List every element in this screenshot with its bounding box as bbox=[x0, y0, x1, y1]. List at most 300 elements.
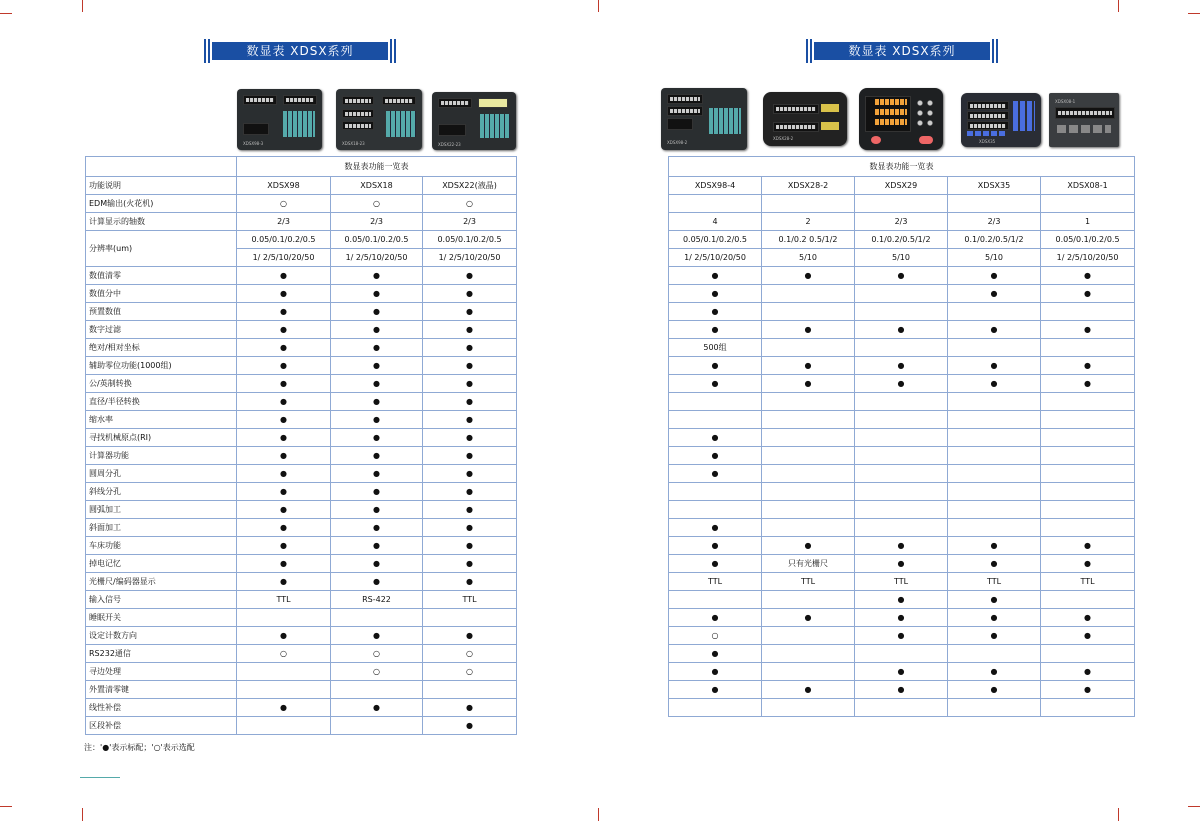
cell: ○ bbox=[237, 195, 331, 213]
cell bbox=[948, 339, 1041, 357]
row-label: 数字过滤 bbox=[86, 321, 237, 339]
cell: 1/ 2/5/10/20/50 bbox=[423, 249, 517, 267]
right-banner bbox=[814, 42, 990, 60]
cell: ● bbox=[669, 447, 762, 465]
cell: ● bbox=[855, 267, 948, 285]
crop-mark bbox=[0, 13, 12, 14]
cell: ● bbox=[331, 393, 423, 411]
model-name: XDSX28-2 bbox=[762, 177, 855, 195]
cell: ● bbox=[331, 321, 423, 339]
cell: 5/10 bbox=[855, 249, 948, 267]
cell: ● bbox=[669, 267, 762, 285]
cell: ● bbox=[331, 447, 423, 465]
cell: ● bbox=[331, 339, 423, 357]
device-label: XDSX35 bbox=[979, 139, 996, 144]
cell: 2/3 bbox=[423, 213, 517, 231]
cell bbox=[762, 411, 855, 429]
cell bbox=[948, 483, 1041, 501]
cell: ● bbox=[762, 537, 855, 555]
cell: ● bbox=[855, 537, 948, 555]
cell bbox=[948, 699, 1041, 717]
cell: ● bbox=[1041, 267, 1135, 285]
row-label: 线性补偿 bbox=[86, 699, 237, 717]
device-image-xdsx29 bbox=[859, 88, 943, 150]
cell bbox=[1041, 447, 1135, 465]
cell: 0.05/0.1/0.2/0.5 bbox=[423, 231, 517, 249]
device-image-xdsx22 bbox=[432, 92, 516, 150]
row-label: 车床功能 bbox=[86, 537, 237, 555]
cell: ● bbox=[331, 699, 423, 717]
cell: 5/10 bbox=[948, 249, 1041, 267]
cell: ● bbox=[948, 537, 1041, 555]
cell: ● bbox=[948, 591, 1041, 609]
cell bbox=[762, 483, 855, 501]
cell: ● bbox=[331, 465, 423, 483]
row-label: 计算器功能 bbox=[86, 447, 237, 465]
right-feature-table bbox=[668, 156, 1135, 717]
cell bbox=[1041, 195, 1135, 213]
right-table-title: 数显表功能一览表 bbox=[669, 157, 1135, 177]
model-name: XDSX08-1 bbox=[1041, 177, 1135, 195]
cell bbox=[1041, 591, 1135, 609]
cell: ● bbox=[669, 321, 762, 339]
cell: ● bbox=[948, 681, 1041, 699]
model-name: XDSX98-4 bbox=[669, 177, 762, 195]
row-label: 功能说明 bbox=[86, 177, 237, 195]
cell: ● bbox=[1041, 357, 1135, 375]
cell: TTL bbox=[855, 573, 948, 591]
crop-mark bbox=[1118, 808, 1119, 821]
cell bbox=[1041, 465, 1135, 483]
cell bbox=[331, 681, 423, 699]
cell: 0.1/0.2/0.5/1/2 bbox=[855, 231, 948, 249]
cell bbox=[762, 195, 855, 213]
cell: ● bbox=[855, 555, 948, 573]
cell bbox=[855, 483, 948, 501]
model-name: XDSX18 bbox=[331, 177, 423, 195]
cell bbox=[948, 501, 1041, 519]
device-image-xdsx18 bbox=[336, 89, 422, 150]
cell: ● bbox=[237, 303, 331, 321]
cell: ● bbox=[1041, 537, 1135, 555]
cell bbox=[762, 339, 855, 357]
cell: TTL bbox=[423, 591, 517, 609]
cell: ● bbox=[423, 393, 517, 411]
cell: ● bbox=[423, 411, 517, 429]
cell: ● bbox=[669, 609, 762, 627]
device-label: XDSX18-23 bbox=[342, 141, 365, 146]
cell: ○ bbox=[237, 645, 331, 663]
cell bbox=[948, 519, 1041, 537]
cell: ● bbox=[423, 285, 517, 303]
cell: ● bbox=[669, 285, 762, 303]
cell: ● bbox=[855, 681, 948, 699]
cell: 0.1/0.2/0.5/1/2 bbox=[948, 231, 1041, 249]
row-label: 辅助零位功能(1000组) bbox=[86, 357, 237, 375]
cell bbox=[762, 645, 855, 663]
cell: ● bbox=[423, 447, 517, 465]
cell: ● bbox=[237, 393, 331, 411]
cell bbox=[948, 645, 1041, 663]
cell: ● bbox=[331, 573, 423, 591]
cell: ● bbox=[423, 717, 517, 735]
cell: 1 bbox=[1041, 213, 1135, 231]
cell: ● bbox=[423, 627, 517, 645]
cell: ● bbox=[331, 483, 423, 501]
cell: 2/3 bbox=[855, 213, 948, 231]
cell: 1/ 2/5/10/20/50 bbox=[237, 249, 331, 267]
cell: ● bbox=[237, 699, 331, 717]
cell: ● bbox=[237, 483, 331, 501]
cell: ● bbox=[762, 267, 855, 285]
cell: ● bbox=[669, 537, 762, 555]
cell: 2/3 bbox=[948, 213, 1041, 231]
row-label: 光栅尺/编码器显示 bbox=[86, 573, 237, 591]
cell bbox=[855, 699, 948, 717]
cell bbox=[762, 447, 855, 465]
cell bbox=[1041, 339, 1135, 357]
cell: ● bbox=[1041, 285, 1135, 303]
cell bbox=[855, 393, 948, 411]
cell bbox=[237, 717, 331, 735]
device-label: XDSX98-3 bbox=[243, 141, 264, 146]
cell bbox=[423, 609, 517, 627]
left-banner-title: 数显表 XDSX系列 bbox=[246, 44, 354, 58]
cell bbox=[1041, 483, 1135, 501]
cell: 2/3 bbox=[237, 213, 331, 231]
cell: TTL bbox=[1041, 573, 1135, 591]
crop-mark bbox=[0, 806, 12, 807]
cell: ● bbox=[669, 519, 762, 537]
cell bbox=[1041, 429, 1135, 447]
cell: ● bbox=[762, 375, 855, 393]
device-label: XDSX22-23 bbox=[438, 142, 461, 147]
cell: ● bbox=[1041, 375, 1135, 393]
row-label: 掉电记忆 bbox=[86, 555, 237, 573]
cell bbox=[423, 681, 517, 699]
cell: ● bbox=[1041, 321, 1135, 339]
cell: ● bbox=[237, 627, 331, 645]
cell bbox=[762, 501, 855, 519]
cell: ● bbox=[331, 501, 423, 519]
cell: ● bbox=[948, 663, 1041, 681]
cell: 2/3 bbox=[331, 213, 423, 231]
cell: 0.05/0.1/0.2/0.5 bbox=[669, 231, 762, 249]
cell: 0.05/0.1/0.2/0.5 bbox=[1041, 231, 1135, 249]
cell: ○ bbox=[423, 195, 517, 213]
cell: ● bbox=[423, 267, 517, 285]
cell bbox=[669, 483, 762, 501]
cell bbox=[762, 285, 855, 303]
cell: ● bbox=[237, 429, 331, 447]
cell: ● bbox=[331, 519, 423, 537]
cell: 0.05/0.1/0.2/0.5 bbox=[331, 231, 423, 249]
row-label: 圆周分孔 bbox=[86, 465, 237, 483]
cell: 只有光栅尺 bbox=[762, 555, 855, 573]
device-image-xdsx35 bbox=[961, 93, 1041, 147]
row-label: 睡眠开关 bbox=[86, 609, 237, 627]
cell bbox=[237, 609, 331, 627]
cell bbox=[762, 591, 855, 609]
cell: ● bbox=[669, 303, 762, 321]
model-name: XDSX29 bbox=[855, 177, 948, 195]
cell: ● bbox=[331, 267, 423, 285]
cell: ● bbox=[331, 627, 423, 645]
cell: ● bbox=[1041, 609, 1135, 627]
cell bbox=[669, 195, 762, 213]
cell bbox=[762, 699, 855, 717]
cell bbox=[855, 501, 948, 519]
cell: ● bbox=[331, 303, 423, 321]
device-label: XDSX08-1 bbox=[1055, 99, 1076, 104]
row-label: 分辨率(um) bbox=[86, 231, 237, 267]
device-image-xdsx98 bbox=[237, 89, 322, 150]
cell: 4 bbox=[669, 213, 762, 231]
row-label: 预置数值 bbox=[86, 303, 237, 321]
model-name: XDSX98 bbox=[237, 177, 331, 195]
cell bbox=[948, 393, 1041, 411]
cell: 5/10 bbox=[762, 249, 855, 267]
row-label: 设定计数方向 bbox=[86, 627, 237, 645]
cell bbox=[762, 393, 855, 411]
cell: ● bbox=[331, 357, 423, 375]
cell: ● bbox=[1041, 627, 1135, 645]
cell: ● bbox=[331, 285, 423, 303]
cell: ● bbox=[423, 357, 517, 375]
cell: ● bbox=[237, 519, 331, 537]
cell: ● bbox=[423, 321, 517, 339]
cell bbox=[855, 339, 948, 357]
cell: ● bbox=[331, 429, 423, 447]
cell: ● bbox=[423, 375, 517, 393]
cell: ● bbox=[237, 375, 331, 393]
cell: ● bbox=[948, 285, 1041, 303]
cell bbox=[331, 717, 423, 735]
cell bbox=[237, 681, 331, 699]
cell bbox=[855, 285, 948, 303]
left-table-title: 数显表功能一览表 bbox=[237, 157, 517, 177]
cell: ● bbox=[423, 519, 517, 537]
cell bbox=[855, 447, 948, 465]
cell: ● bbox=[669, 429, 762, 447]
crop-mark bbox=[1118, 0, 1119, 12]
cell: RS-422 bbox=[331, 591, 423, 609]
row-label: 寻找机械原点(RI) bbox=[86, 429, 237, 447]
cell: ○ bbox=[331, 645, 423, 663]
cell: ● bbox=[423, 465, 517, 483]
cell: ○ bbox=[423, 663, 517, 681]
cell: ● bbox=[948, 321, 1041, 339]
model-name: XDSX35 bbox=[948, 177, 1041, 195]
row-label: 输入信号 bbox=[86, 591, 237, 609]
cell bbox=[1041, 519, 1135, 537]
cell: ● bbox=[423, 699, 517, 717]
cell bbox=[948, 465, 1041, 483]
cell: ● bbox=[331, 375, 423, 393]
right-banner-title: 数显表 XDSX系列 bbox=[848, 44, 956, 58]
cell: ● bbox=[762, 681, 855, 699]
cell: ● bbox=[669, 357, 762, 375]
cell: ● bbox=[669, 465, 762, 483]
cell: 0.1/0.2 0.5/1/2 bbox=[762, 231, 855, 249]
crop-mark bbox=[1188, 806, 1200, 807]
cell: TTL bbox=[948, 573, 1041, 591]
cell: ● bbox=[423, 537, 517, 555]
cell bbox=[1041, 699, 1135, 717]
cell: ● bbox=[237, 447, 331, 465]
row-label: 斜面加工 bbox=[86, 519, 237, 537]
device-label: XDSX28-2 bbox=[773, 136, 794, 141]
cell: ○ bbox=[423, 645, 517, 663]
cell: ● bbox=[948, 267, 1041, 285]
cell: 2 bbox=[762, 213, 855, 231]
cell bbox=[855, 645, 948, 663]
cell: ● bbox=[237, 465, 331, 483]
cell bbox=[948, 447, 1041, 465]
cell: ● bbox=[237, 573, 331, 591]
cell: ● bbox=[423, 429, 517, 447]
legend-note: 注：'●'表示标配；'○'表示选配 bbox=[84, 743, 195, 752]
cell: ● bbox=[423, 303, 517, 321]
cell: ● bbox=[331, 555, 423, 573]
row-label: 斜线分孔 bbox=[86, 483, 237, 501]
cell: ○ bbox=[669, 627, 762, 645]
cell bbox=[855, 411, 948, 429]
cell bbox=[331, 609, 423, 627]
cell bbox=[762, 465, 855, 483]
cell: ● bbox=[423, 573, 517, 591]
cell: ● bbox=[237, 357, 331, 375]
cell: ● bbox=[948, 555, 1041, 573]
cell: ● bbox=[237, 339, 331, 357]
cell: ● bbox=[948, 375, 1041, 393]
row-label: 绝对/相对坐标 bbox=[86, 339, 237, 357]
cell: ● bbox=[331, 537, 423, 555]
cell: ● bbox=[855, 321, 948, 339]
cell: ● bbox=[855, 591, 948, 609]
row-label: 外置清零键 bbox=[86, 681, 237, 699]
cell: ● bbox=[331, 411, 423, 429]
cell: ● bbox=[669, 681, 762, 699]
left-banner bbox=[212, 42, 388, 60]
row-label: RS232通信 bbox=[86, 645, 237, 663]
row-label: 圆弧加工 bbox=[86, 501, 237, 519]
crop-mark bbox=[82, 0, 83, 12]
crop-mark bbox=[598, 0, 599, 12]
cell: 500组 bbox=[669, 339, 762, 357]
cell bbox=[669, 411, 762, 429]
cell: ● bbox=[423, 339, 517, 357]
cell: ● bbox=[237, 285, 331, 303]
cell bbox=[855, 303, 948, 321]
crop-mark bbox=[598, 808, 599, 821]
cell: ● bbox=[762, 609, 855, 627]
cell bbox=[855, 519, 948, 537]
cell: ● bbox=[1041, 663, 1135, 681]
cell bbox=[1041, 411, 1135, 429]
cell: ● bbox=[855, 663, 948, 681]
cell: ● bbox=[423, 555, 517, 573]
row-label: 计算显示的轴数 bbox=[86, 213, 237, 231]
device-image-xdsx28-2 bbox=[763, 92, 847, 146]
cell: ● bbox=[948, 357, 1041, 375]
cell: 1/ 2/5/10/20/50 bbox=[669, 249, 762, 267]
row-label: 区段补偿 bbox=[86, 717, 237, 735]
cell bbox=[855, 195, 948, 213]
device-label: XDSX98-2 bbox=[667, 140, 688, 145]
cell bbox=[855, 465, 948, 483]
cell bbox=[762, 429, 855, 447]
cell: TTL bbox=[237, 591, 331, 609]
cell: ● bbox=[669, 375, 762, 393]
row-label: 寻边处理 bbox=[86, 663, 237, 681]
row-label: 公/英制转换 bbox=[86, 375, 237, 393]
cell: ● bbox=[855, 375, 948, 393]
cell: ● bbox=[669, 555, 762, 573]
cell bbox=[948, 303, 1041, 321]
cell: TTL bbox=[762, 573, 855, 591]
cell: ● bbox=[669, 663, 762, 681]
crop-mark bbox=[1188, 13, 1200, 14]
cell: ● bbox=[762, 321, 855, 339]
cell: ● bbox=[423, 483, 517, 501]
cell bbox=[669, 699, 762, 717]
cell: ● bbox=[948, 609, 1041, 627]
cell: ● bbox=[855, 627, 948, 645]
cell: ● bbox=[1041, 555, 1135, 573]
cell bbox=[237, 663, 331, 681]
cell: ○ bbox=[331, 663, 423, 681]
cell bbox=[855, 429, 948, 447]
cell: ● bbox=[237, 501, 331, 519]
cell: ● bbox=[855, 609, 948, 627]
cell: ● bbox=[669, 645, 762, 663]
cell: ○ bbox=[331, 195, 423, 213]
left-feature-table bbox=[85, 156, 517, 735]
cell bbox=[669, 501, 762, 519]
cell: ● bbox=[237, 321, 331, 339]
row-label: 直径/半径转换 bbox=[86, 393, 237, 411]
row-label: 缩水率 bbox=[86, 411, 237, 429]
cell bbox=[762, 663, 855, 681]
cell bbox=[1041, 303, 1135, 321]
cell bbox=[1041, 393, 1135, 411]
cell bbox=[669, 393, 762, 411]
cell bbox=[669, 591, 762, 609]
device-image-xdsx98-4 bbox=[661, 88, 747, 150]
cell bbox=[948, 429, 1041, 447]
cell: 1/ 2/5/10/20/50 bbox=[1041, 249, 1135, 267]
model-name: XDSX22(液晶) bbox=[423, 177, 517, 195]
cell: 1/ 2/5/10/20/50 bbox=[331, 249, 423, 267]
device-image-xdsx08-1 bbox=[1049, 93, 1119, 147]
cell: ● bbox=[237, 267, 331, 285]
cell: ● bbox=[423, 501, 517, 519]
cell bbox=[948, 411, 1041, 429]
row-label: EDM输出(火花机) bbox=[86, 195, 237, 213]
cell: ● bbox=[237, 537, 331, 555]
row-label: 数值分中 bbox=[86, 285, 237, 303]
row-label: 数值清零 bbox=[86, 267, 237, 285]
cell bbox=[762, 303, 855, 321]
cell bbox=[1041, 645, 1135, 663]
cell: ● bbox=[1041, 681, 1135, 699]
cell bbox=[762, 519, 855, 537]
cell: ● bbox=[948, 627, 1041, 645]
cell bbox=[762, 627, 855, 645]
cell bbox=[1041, 501, 1135, 519]
cell: ● bbox=[237, 411, 331, 429]
